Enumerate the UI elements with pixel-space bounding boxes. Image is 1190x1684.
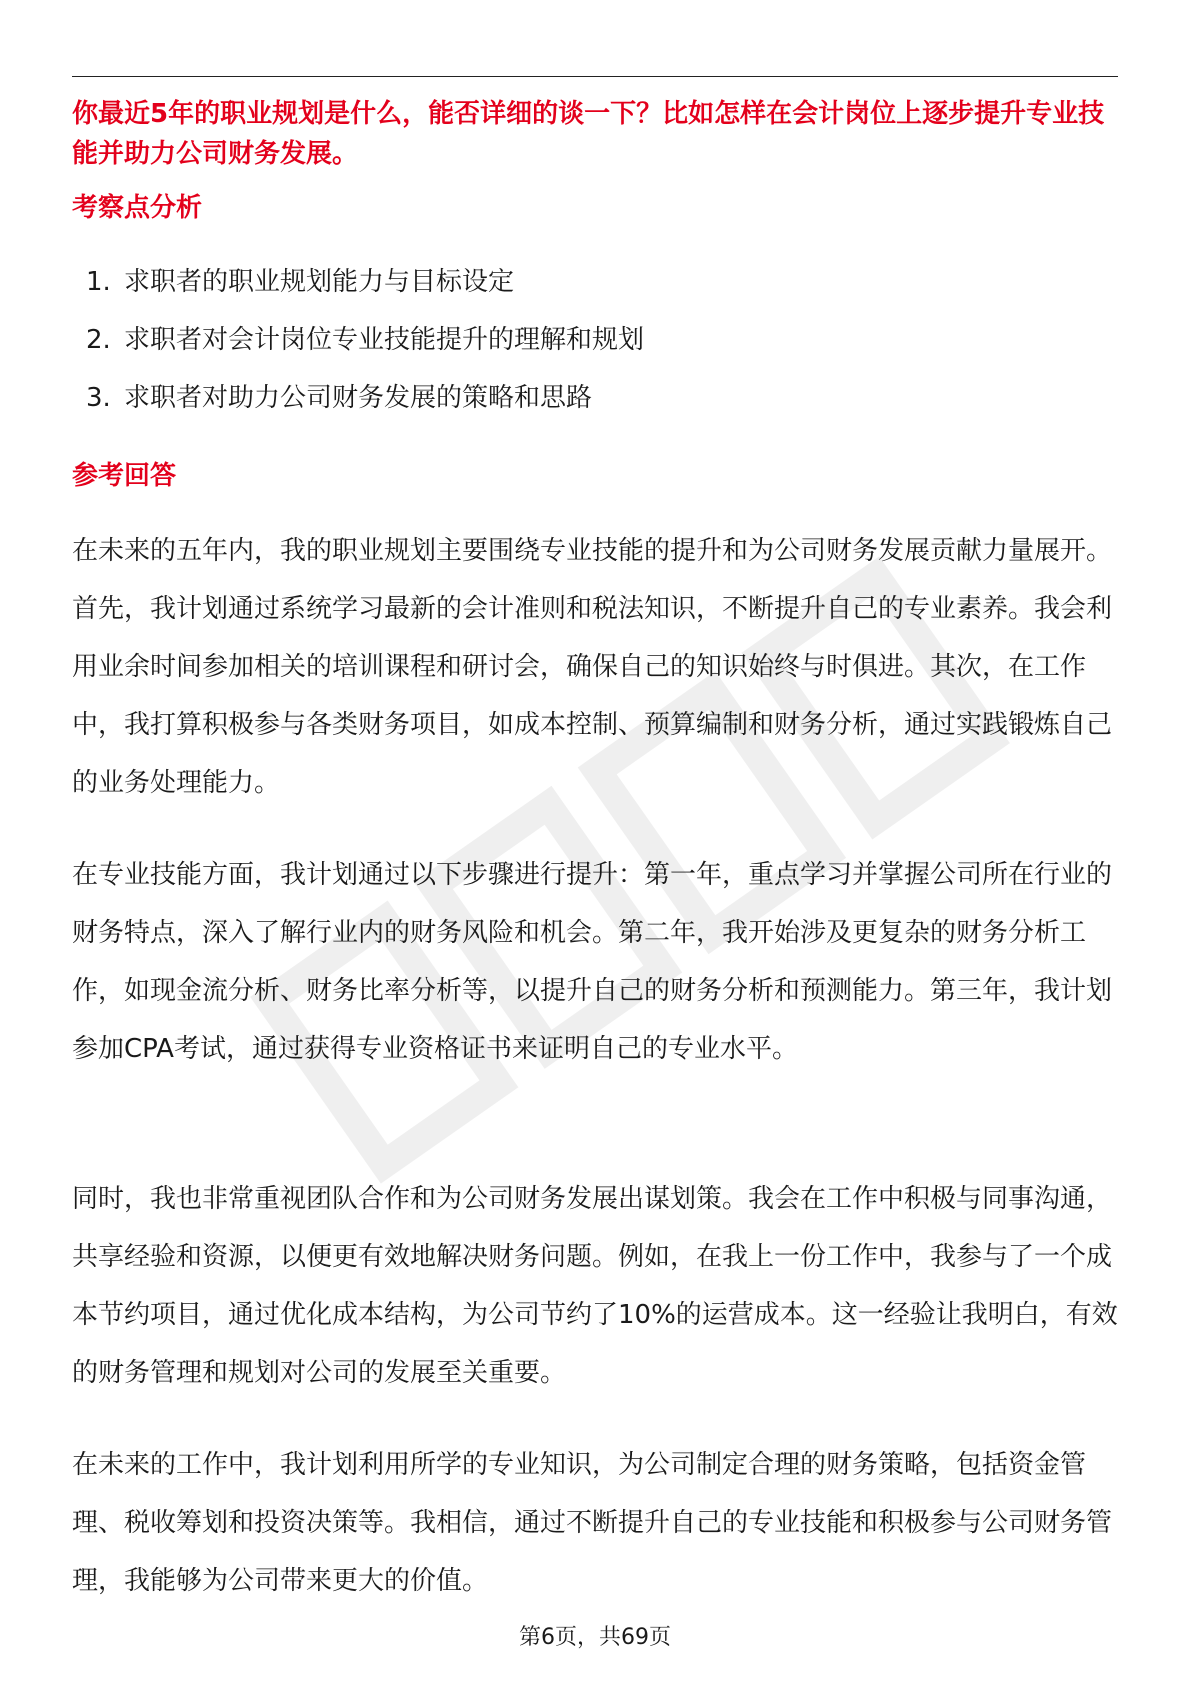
point-text: 求职者对会计岗位专业技能提升的理解和规划 [124,325,645,355]
answer-paragraph: 同时，我也非常重视团队合作和为公司财务发展出谋划策。我会在工作中积极与同事沟通，共享经验和资源，以便更有效地解决财务问题。例如，在我上一份工作中，我参与了一个成本节约项目，通过优化成本结构，为公司节约了10%的运营成本。这一经验让我明白，有效的财务管理和规划对公司的发展至关重要。 [72,1184,1118,1388]
point-text: 求职者的职业规划能力与目标设定 [124,267,515,297]
analysis-heading: 考察点分析 [72,193,203,223]
answer-paragraph: 在未来的工作中，我计划利用所学的专业知识，为公司制定合理的财务策略，包括资金管理、税收筹划和投资决策等。我相信，通过不断提升自己的专业技能和积极参与公司财务管理，我能够为公司带来更大的价值。 [72,1450,1113,1596]
point-number: 3. [86,383,111,413]
analysis-point [86,380,644,438]
point-number: 2. [86,325,111,355]
top-divider [72,76,1118,77]
answer-heading: 参考回答 [72,461,177,491]
answer-paragraph: 在未来的五年内，我的职业规划主要围绕专业技能的提升和为公司财务发展贡献力量展开。首先，我计划通过系统学习最新的会计准则和税法知识，不断提升自己的专业素养。我会利用业余时间参加相关的培训课程和研讨会，确保自己的知识始终与时俱进。其次，在工作中，我打算积极参与各类财务项目，如成本控制、预算编制和财务分析，通过实践锻炼自己的业务处理能力。 [72,536,1113,798]
interview-question: 你最近5年的职业规划是什么，能否详细的谈一下？比如怎样在会计岗位上逐步提升专业技能并助力公司财务发展。 [72,99,1105,169]
analysis-point [86,322,644,380]
analysis-point [86,264,644,322]
answer-paragraph: 在专业技能方面，我计划通过以下步骤进行提升：第一年，重点学习并掌握公司所在行业的财务特点，深入了解行业内的财务风险和机会。第二年，我开始涉及更复杂的财务分析工作，如现金流分析、财务比率分析等，以提升自己的财务分析和预测能力。第三年，我计划参加CPA考试，通过获得专业资格证书来证明自己的专业水平。 [72,860,1113,1064]
page-number: 第6页，共69页 [519,1625,671,1650]
analysis-points-list [86,264,644,438]
point-text: 求职者对助力公司财务发展的策略和思路 [124,383,593,413]
point-number: 1. [86,267,111,297]
